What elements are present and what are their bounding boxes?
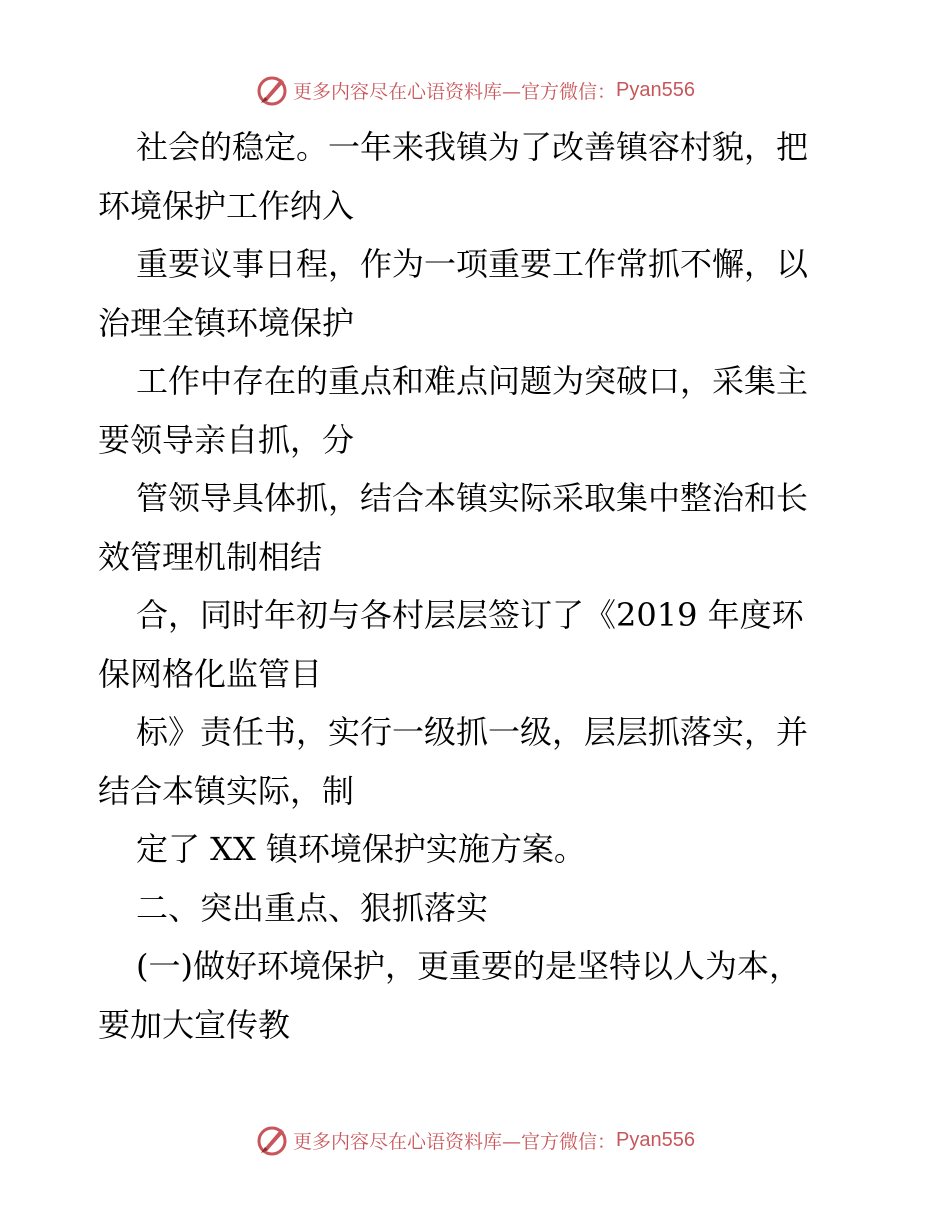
- banner-wechat-id: Pyan556: [616, 78, 695, 101]
- header-watermark-banner: [0, 70, 950, 110]
- text-line: 工作中存在的重点和难点问题为突破口，采集主: [136, 362, 809, 400]
- text-line: 社会的稳定。一年来我镇为了改善镇容村貌，把: [136, 128, 809, 166]
- text-line: 环境保护工作纳入: [98, 186, 355, 225]
- text-line: 定了 XX 镇环境保护实施方案。: [136, 830, 586, 868]
- text-line: 要加大宣传教: [98, 1005, 291, 1044]
- text-line: 合，同时年初与各村层层签订了《2019 年度环: [136, 596, 804, 634]
- footer-watermark-banner: [0, 1120, 950, 1160]
- text-line: (一)做好环境保护，更重要的是坚特以人为本，: [136, 947, 801, 985]
- text-line: 管领导具体抓，结合本镇实际采取集中整治和长: [136, 479, 809, 517]
- text-line: 保网格化监管目: [98, 654, 323, 693]
- banner-text: 更多内容尽在心语资料库—官方微信：: [293, 80, 617, 103]
- text-line: 结合本镇实际，制: [98, 771, 355, 810]
- text-line: 治理全镇环境保护: [98, 303, 355, 342]
- document-body: [98, 118, 858, 1054]
- text-line: 效管理机制相结: [98, 537, 323, 576]
- text-line: 重要议事日程，作为一项重要工作常抓不懈，以: [136, 245, 809, 283]
- quill-pen-seal-icon: [255, 73, 289, 107]
- quill-pen-seal-icon: [255, 1123, 289, 1157]
- banner-wechat-id: Pyan556: [616, 1128, 695, 1151]
- text-line: 标》责任书，实行一级抓一级，层层抓落实，并: [136, 713, 809, 751]
- section-heading: 二、突出重点、狠抓落实: [136, 888, 489, 927]
- banner-text: 更多内容尽在心语资料库—官方微信：: [293, 1130, 617, 1153]
- text-line: 要领导亲自抓，分: [98, 420, 355, 459]
